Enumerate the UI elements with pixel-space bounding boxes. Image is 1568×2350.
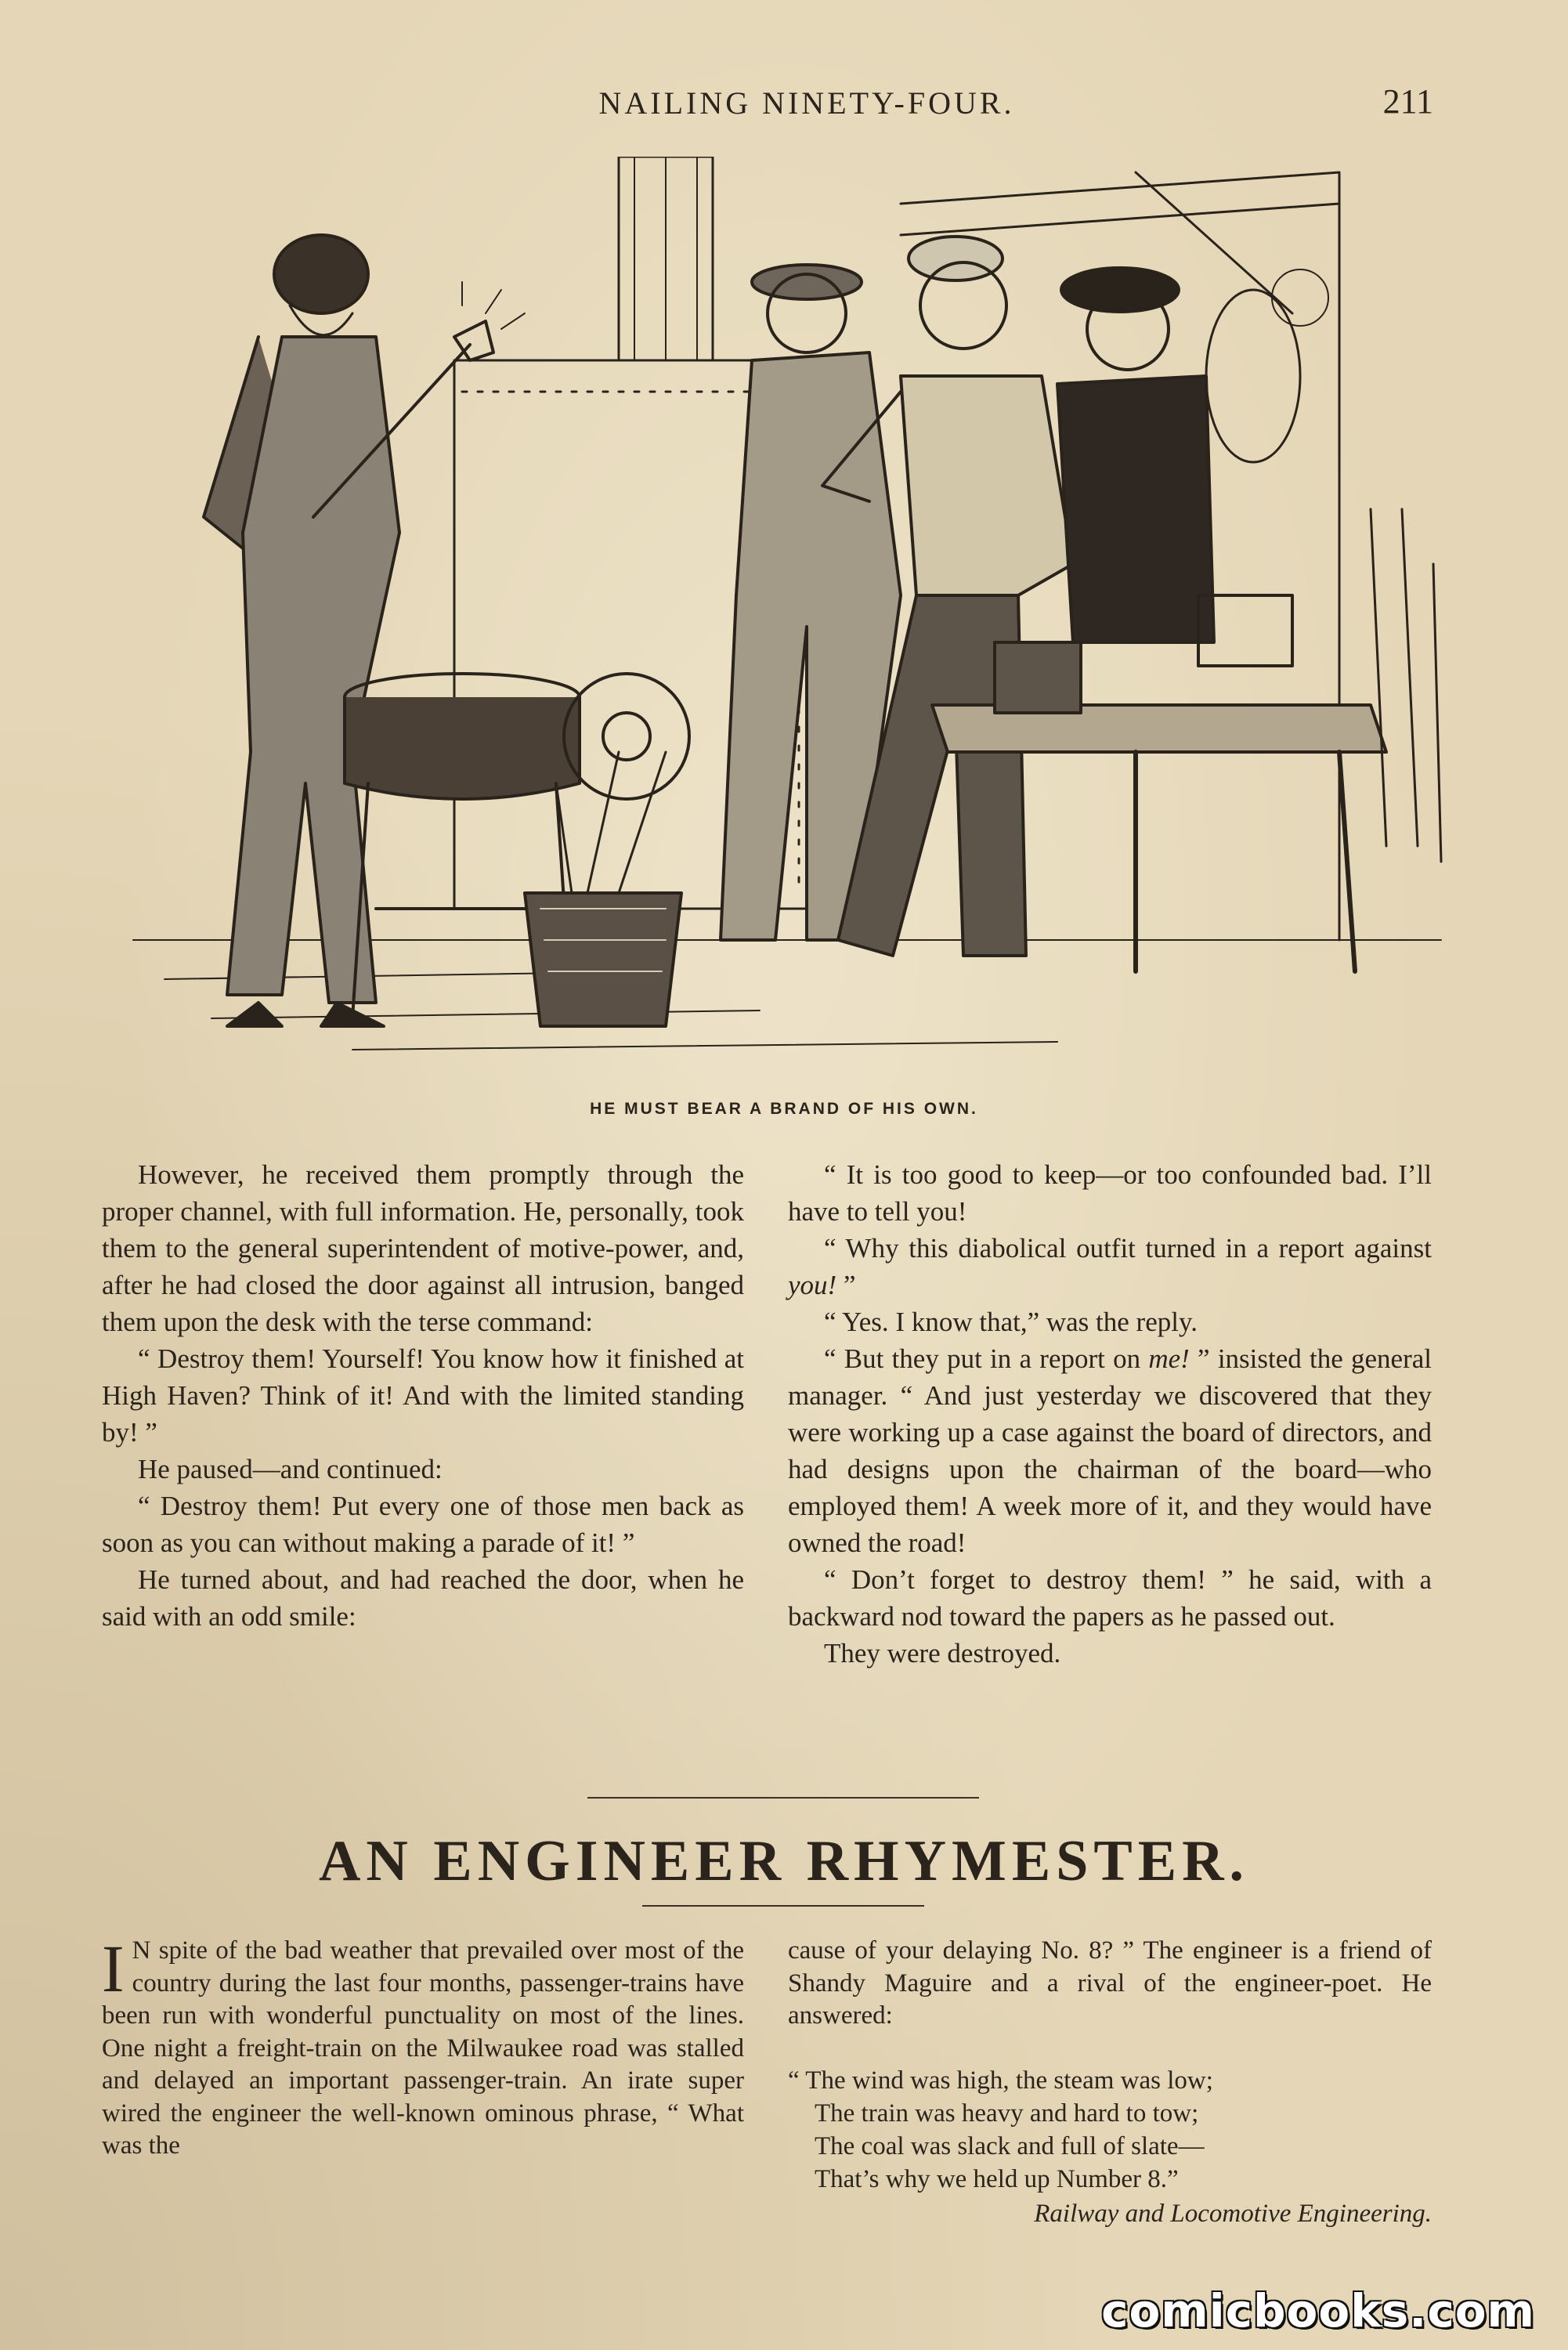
article-text: N spite of the bad weather that prevailed over most of the country during the last four months, passenger-trains have been run with wonderful punctuality on most of the lines. One night a freight-train on the Milwaukee road was stalled and delayed an important passenger-train. An irate super wired the engineer the well-known ominous phrase, “ What was the [102, 1936, 744, 2160]
text-span: “ Why this diabolical outfit turned in a report against [824, 1233, 1432, 1264]
story-paragraph: “ Don’t forget to destroy them! ” he said, with a backward nod toward the papers as he passed out. [788, 1564, 1432, 1632]
running-head [102, 82, 1433, 132]
story-paragraph: “ Destroy them! Yourself! You know how it finished at High Haven? Think of it! And with the limited standing by! ” [102, 1343, 744, 1448]
watermark: comicbooks.com [1101, 2284, 1535, 2337]
story-left-column [102, 1156, 744, 1635]
story-paragraph: “ Destroy them! Put every one of those men back as soon as you can without making a parade of it! ” [102, 1491, 744, 1558]
text-span: “ But they put in a report on [824, 1343, 1149, 1374]
title-underline [642, 1905, 924, 1907]
attribution: Railway and Locomotive Engineering. [1034, 2199, 1432, 2228]
article-left-column [102, 1931, 744, 2163]
article-text: cause of your delaying No. 8? ” The engineer is a friend of Shandy Maguire and a rival of the engineer-poet. He answered: [788, 1936, 1432, 2030]
story-paragraph: “ Yes. I know that,” was the reply. [824, 1307, 1198, 1337]
story-paragraph: He paused—and continued: [138, 1454, 443, 1484]
story-right-column [788, 1156, 1432, 1672]
poem [788, 2064, 1432, 2230]
workshop-illustration [117, 157, 1449, 1081]
story-paragraph: However, he received them promptly through the proper channel, with full information. He, personally, took them to the general superintendent of motive-power, and, after he had closed the door against all intrusion, banged them upon the desk with the terse command: [102, 1159, 744, 1337]
poem-line: The coal was slack and full of slate— [815, 2131, 1205, 2160]
page-number: 211 [1382, 82, 1433, 121]
poem-line: “ The wind was high, the steam was low; [788, 2066, 1213, 2095]
story-paragraph: They were destroyed. [824, 1638, 1061, 1668]
emphasis: me! [1148, 1343, 1190, 1374]
poem-line: The train was heavy and hard to tow; [815, 2099, 1199, 2128]
running-title: NAILING NINETY-FOUR. [598, 85, 1015, 121]
story-paragraph: “ It is too good to keep—or too confounded bad. I’ll have to tell you! [788, 1159, 1432, 1227]
drop-cap: I [102, 1931, 125, 2006]
section-divider [587, 1797, 979, 1799]
story-paragraph [788, 1230, 1432, 1303]
text-span: ” insisted the general manager. “ And just yesterday we discovered that they were working up a case against the board of directors, and had designs upon the chairman of the board—who employed them! A week more of it, and they would have owned the road! [788, 1343, 1432, 1558]
story-paragraph [788, 1340, 1432, 1561]
poem-line: That’s why we held up Number 8.” [815, 2164, 1179, 2193]
emphasis: you! [788, 1270, 837, 1300]
article-title: AN ENGINEER RHYMESTER. [318, 1829, 1250, 1893]
story-paragraph: He turned about, and had reached the door, when he said with an odd smile: [102, 1564, 744, 1632]
article-right-column [788, 1935, 1432, 2230]
illustration-caption: HE MUST BEAR A BRAND OF HIS OWN. [590, 1100, 978, 1118]
text-span: ” [836, 1270, 856, 1300]
